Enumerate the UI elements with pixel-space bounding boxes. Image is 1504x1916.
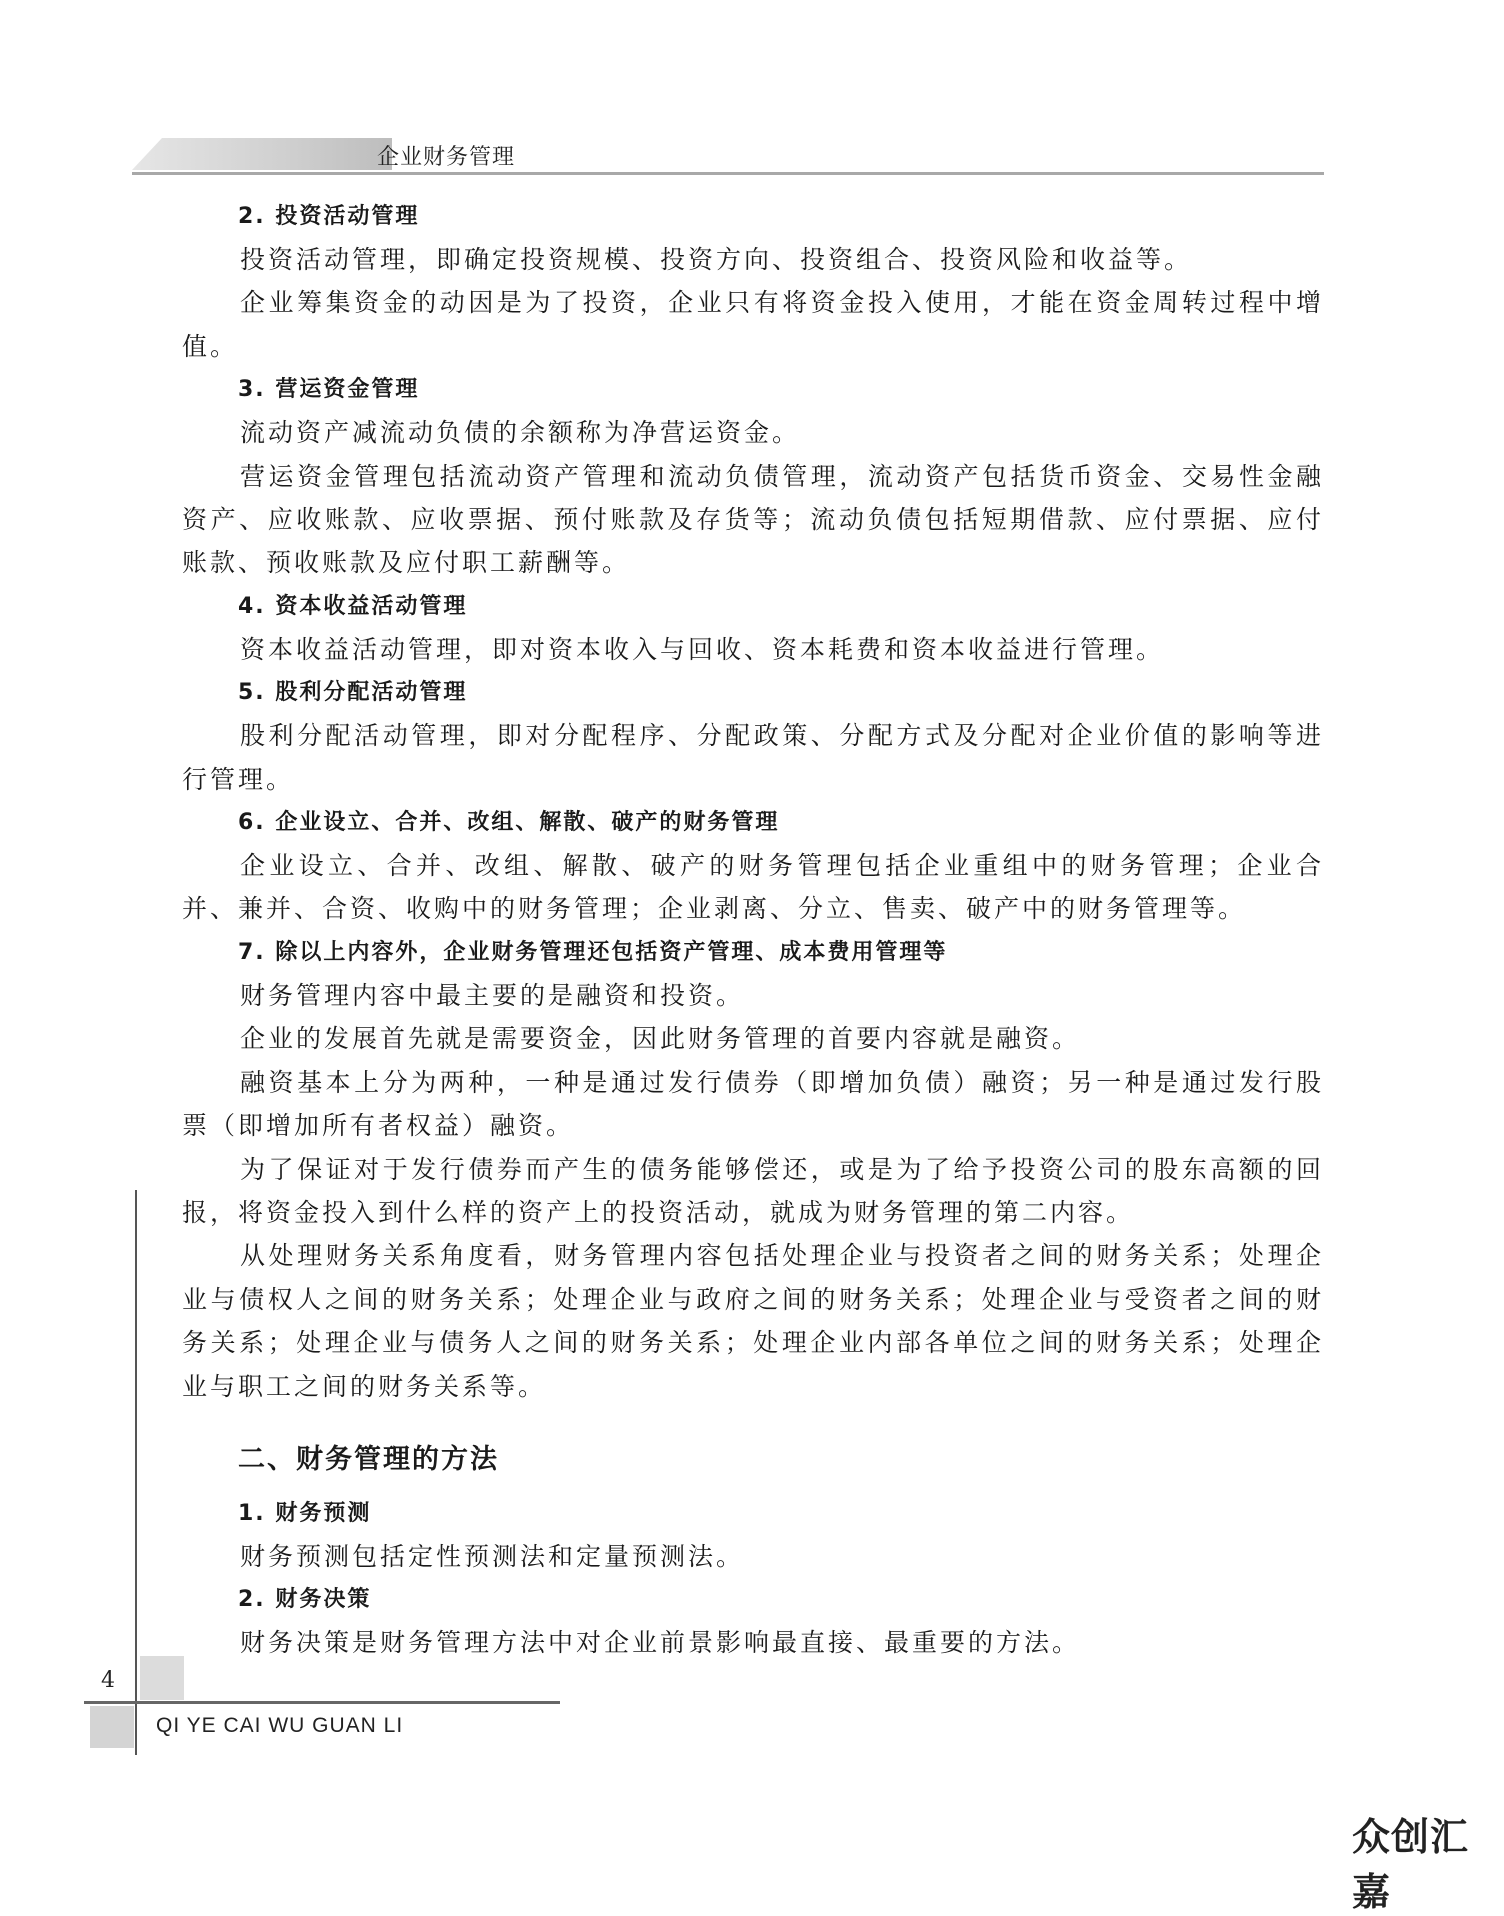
footer-box-decoration (90, 1706, 134, 1748)
margin-vertical-rule (135, 1190, 137, 1755)
header-title: 企业财务管理 (377, 145, 516, 170)
paragraph: 资本收益活动管理，即对资本收入与回收、资本耗费和资本收益进行管理。 (240, 634, 1165, 664)
paragraph: 投资活动管理，即确定投资规模、投资方向、投资组合、投资风险和收益等。 (240, 245, 1193, 274)
heading-other-content: 7. 除以上内容外，企业财务管理还包括资产管理、成本费用管理等 (238, 939, 948, 965)
paragraph: 财务预测包括定性预测法和定量预测法。 (240, 1541, 745, 1571)
paragraph: 企业的发展首先就是需要资金，因此财务管理的首要内容就是融资。 (240, 1024, 1081, 1054)
footer-rule (84, 1701, 560, 1704)
paragraph: 为了保证对于发行债券而产生的债务能够偿还，或是为了给予投资公司的股东高额的回报，将资金投入到什么样的资产上的投资活动，就成为财务管理的第二内容。 (182, 1154, 1324, 1227)
header-tab-graphic (132, 138, 392, 170)
heading-restructuring: 6. 企业设立、合并、改组、解散、破产的财务管理 (238, 810, 780, 836)
paragraph: 企业筹集资金的动因是为了投资，企业只有将资金投入使用，才能在资金周转过程中增值。 (182, 288, 1324, 361)
heading-working-capital: 3. 营运资金管理 (238, 377, 420, 403)
watermark-logo: 众创汇嘉 (1352, 1815, 1470, 1914)
heading-forecast: 1. 财务预测 (238, 1500, 372, 1526)
heading-decision: 2. 财务决策 (238, 1587, 372, 1613)
paragraph: 营运资金管理包括流动资产管理和流动负债管理，流动资产包括货币资金、交易性金融资产、应收账款、应收票据、预付账款及存货等；流动负债包括短期借款、应付票据、应付账款、预收账款及应付职工薪酬等。 (182, 461, 1324, 578)
running-header (132, 136, 1324, 176)
section-heading-methods: 二、财务管理的方法 (238, 1443, 499, 1475)
paragraph: 股利分配活动管理，即对分配程序、分配政策、分配方式及分配对企业价值的影响等进行管理。 (182, 721, 1324, 794)
paragraph: 财务管理内容中最主要的是融资和投资。 (240, 980, 745, 1010)
heading-dividend: 5. 股利分配活动管理 (238, 680, 468, 706)
heading-investment-management: 2. 投资活动管理 (238, 204, 420, 229)
paragraph: 企业设立、合并、改组、解散、破产的财务管理包括企业重组中的财务管理；企业合并、兼并、合资、收购中的财务管理；企业剥离、分立、售卖、破产中的财务管理等。 (182, 851, 1324, 924)
heading-capital-income: 4. 资本收益活动管理 (238, 593, 468, 619)
paragraph: 从处理财务关系角度看，财务管理内容包括处理企业与投资者之间的财务关系；处理企业与债权人之间的财务关系；处理企业与政府之间的财务关系；处理企业与受资者之间的财务关系；处理企业与债务人之间的财务关系；处理企业内部各单位之间的财务关系；处理企业与职工之间的财务关系等。 (182, 1241, 1324, 1401)
paragraph: 流动资产减流动负债的余额称为净营运资金。 (240, 418, 801, 448)
paragraph: 财务决策是财务管理方法中对企业前景影响最直接、最重要的方法。 (240, 1628, 1081, 1658)
page-body (182, 195, 1324, 1665)
header-rule (132, 172, 1324, 175)
footer-square-decoration (140, 1656, 184, 1700)
page-number: 4 (101, 1668, 115, 1693)
paragraph: 融资基本上分为两种，一种是通过发行债券（即增加负债）融资；另一种是通过发行股票（即增加所有者权益）融资。 (182, 1067, 1324, 1141)
footer-title: QI YE CAI WU GUAN LI (156, 1714, 404, 1737)
